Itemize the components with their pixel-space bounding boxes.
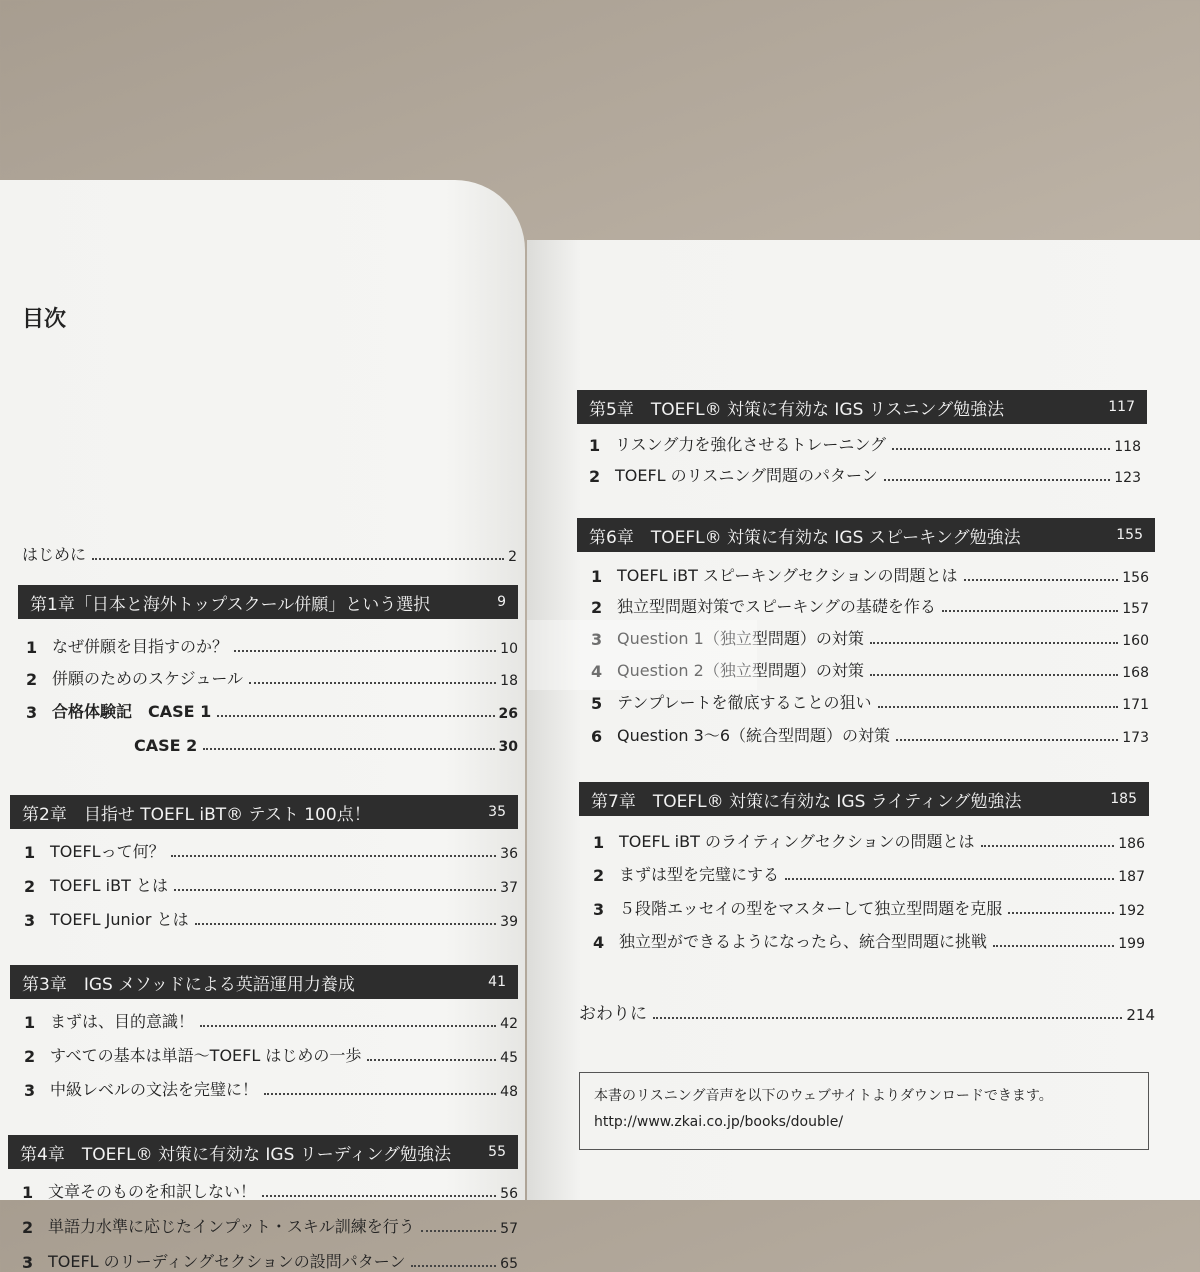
leader-dots [964, 579, 1119, 581]
light-reflection [527, 620, 757, 690]
item-label: 併願のためのスケジュール [52, 669, 244, 688]
item-page: 123 [1114, 470, 1141, 486]
item-page: 168 [1122, 665, 1149, 681]
left-page [0, 180, 525, 1272]
leader-dots [200, 1025, 496, 1027]
item-label: TOEFL iBT とは [50, 876, 168, 895]
chapter-label: 第4章 TOEFL® 対策に有効な IGS リーディング勉強法 [20, 1144, 452, 1165]
chapter-label: 第3章 IGS メソッドによる英語運用力養成 [22, 974, 355, 995]
toc-item [593, 897, 1145, 919]
item-number: 1 [589, 436, 601, 455]
leader-dots [884, 479, 1111, 481]
leader-dots [896, 739, 1118, 741]
item-page: 57 [500, 1221, 518, 1237]
item-page: 30 [498, 739, 518, 755]
leader-dots [653, 1017, 1122, 1019]
item-page: 56 [500, 1186, 518, 1202]
leader-dots [785, 878, 1114, 880]
item-page: 186 [1118, 836, 1145, 852]
item-page: 156 [1122, 570, 1149, 586]
leader-dots [92, 558, 504, 560]
item-number: 1 [22, 1183, 34, 1202]
item-number: 1 [24, 843, 36, 862]
item-number: 1 [26, 638, 38, 657]
item-page: 10 [500, 641, 518, 657]
item-label: TOEFL Junior とは [50, 910, 189, 929]
chapter-2-header [10, 795, 518, 829]
leader-dots [870, 674, 1118, 676]
toc-item [22, 1180, 518, 1202]
toc-item [593, 930, 1145, 952]
item-page: 36 [500, 846, 518, 862]
item-number: 3 [24, 911, 36, 930]
leader-dots [262, 1195, 496, 1197]
leader-dots [993, 945, 1114, 947]
item-label: リスング力を強化させるトレーニング [615, 435, 887, 454]
toc-item [24, 1078, 518, 1100]
item-page: 118 [1114, 439, 1141, 455]
item-page: 157 [1122, 601, 1149, 617]
item-page: 187 [1118, 869, 1145, 885]
leader-dots [411, 1265, 496, 1267]
item-number: 1 [24, 1013, 36, 1032]
item-page: 39 [500, 914, 518, 930]
item-label: 単語力水準に応じたインプット・スキル訓練を行う [48, 1217, 415, 1236]
item-label: TOEFL のリスニング問題のパターン [615, 466, 878, 485]
item-number: 1 [591, 567, 603, 586]
leader-dots [892, 448, 1110, 450]
chapter-page: 9 [497, 594, 506, 610]
toc-item [589, 464, 1141, 486]
toc-title: 目次 [22, 307, 67, 332]
toc-item [591, 595, 1149, 617]
item-page: 160 [1122, 633, 1149, 649]
leader-dots [203, 748, 494, 750]
leader-dots [171, 855, 497, 857]
chapter-3-header [10, 965, 518, 999]
item-number: 2 [24, 877, 36, 896]
leader-dots [264, 1093, 496, 1095]
toc-item [591, 724, 1149, 746]
chapter-6-header [577, 518, 1155, 552]
item-number: 2 [24, 1047, 36, 1066]
item-page: 45 [500, 1050, 518, 1066]
outro-page: 214 [1126, 1006, 1155, 1024]
toc-item [26, 700, 518, 722]
chapter-page: 117 [1108, 399, 1135, 415]
chapter-label: 第2章 目指せ TOEFL iBT® テスト 100点！ [22, 804, 371, 825]
item-page: 48 [500, 1084, 518, 1100]
item-number: 3 [591, 630, 603, 649]
item-number: 6 [591, 727, 603, 746]
item-number: 2 [22, 1218, 34, 1237]
item-page: 65 [500, 1256, 518, 1272]
chapter-7-header [579, 782, 1149, 816]
leader-dots [217, 715, 494, 717]
toc-item [22, 1250, 518, 1272]
item-label: 文章そのものを和訳しない！ [48, 1182, 257, 1201]
notice-url: http://www.zkai.co.jp/books/double/ [594, 1114, 844, 1130]
item-label: ５段階エッセイの型をマスターして独立型問題を克服 [619, 899, 1003, 918]
toc-item [591, 691, 1149, 713]
toc-item [24, 908, 518, 930]
leader-dots [249, 682, 496, 684]
item-label: 中級レベルの文法を完璧に！ [50, 1080, 259, 1099]
item-number: 2 [591, 598, 603, 617]
item-label: Question 2（独立型問題）の対策 [617, 661, 864, 680]
item-number: 4 [593, 933, 605, 952]
item-page: 171 [1122, 697, 1149, 713]
chapter-page: 41 [488, 974, 506, 990]
item-label: なぜ併願を目指すのか？ [52, 637, 229, 656]
notice-text: 本書のリスニング音声を以下のウェブサイトよりダウンロードできます。 [594, 1088, 1053, 1104]
item-number: 4 [591, 662, 603, 681]
item-number: 3 [22, 1253, 34, 1272]
toc-item [24, 1010, 518, 1032]
chapter-page: 35 [488, 804, 506, 820]
toc-item [24, 1044, 518, 1066]
leader-dots [870, 642, 1118, 644]
toc-intro-row [22, 543, 517, 565]
item-label: 独立型問題対策でスピーキングの基礎を作る [617, 597, 936, 616]
right-page [527, 240, 1200, 1200]
leader-dots [942, 610, 1118, 612]
chapter-label: 第1章「日本と海外トップスクール併願」という選択 [30, 594, 431, 615]
item-page: 37 [500, 880, 518, 896]
item-label: テンプレートを徹底することの狙い [617, 693, 872, 712]
chapter-1-header [18, 585, 518, 619]
toc-outro-row [579, 1002, 1155, 1024]
leader-dots [421, 1230, 496, 1232]
item-label: TOEFLって何？ [50, 842, 165, 861]
chapter-label: 第6章 TOEFL® 対策に有効な IGS スピーキング勉強法 [589, 527, 1021, 548]
chapter-page: 155 [1116, 527, 1143, 543]
item-page: 192 [1118, 903, 1145, 919]
item-label: TOEFL iBT スピーキングセクションの問題とは [617, 566, 958, 585]
intro-label: はじめに [22, 545, 87, 564]
toc-item [26, 635, 518, 657]
item-page: 26 [498, 706, 518, 722]
chapter-label: 第5章 TOEFL® 対策に有効な IGS リスニング勉強法 [589, 399, 1005, 420]
toc-item [26, 667, 518, 689]
item-label: まずは、目的意識！ [50, 1012, 195, 1031]
item-label: Question 1（独立型問題）の対策 [617, 629, 864, 648]
chapter-5-header [577, 390, 1147, 424]
chapter-label: 第7章 TOEFL® 対策に有効な IGS ライティング勉強法 [591, 791, 1022, 812]
item-label: 合格体験記 CASE 1 [52, 702, 212, 721]
leader-dots [1008, 912, 1114, 914]
item-label: Question 3～6（統合型問題）の対策 [617, 726, 891, 745]
item-number: 2 [26, 670, 38, 689]
item-number: 3 [26, 703, 38, 722]
toc-item [593, 830, 1145, 852]
item-number: 2 [589, 467, 601, 486]
item-label: すべての基本は単語～TOEFL はじめの一歩 [50, 1046, 362, 1065]
item-number: 3 [24, 1081, 36, 1100]
chapter-page: 185 [1110, 791, 1137, 807]
leader-dots [878, 706, 1119, 708]
outro-label: おわりに [579, 1004, 647, 1024]
item-page: 199 [1118, 936, 1145, 952]
toc-item [589, 433, 1141, 455]
chapter-page: 55 [488, 1144, 506, 1160]
intro-page: 2 [508, 549, 517, 565]
item-number: 5 [591, 694, 603, 713]
leader-dots [234, 650, 496, 652]
item-page: 18 [500, 673, 518, 689]
toc-item [24, 874, 518, 896]
leader-dots [981, 845, 1115, 847]
item-page: 173 [1122, 730, 1149, 746]
item-label: TOEFL iBT のライティングセクションの問題とは [619, 832, 975, 851]
toc-item [593, 863, 1145, 885]
toc-item [26, 733, 518, 755]
chapter-4-header [8, 1135, 518, 1169]
toc-item [24, 840, 518, 862]
item-number: 1 [593, 833, 605, 852]
item-number: 2 [593, 866, 605, 885]
toc-item [22, 1215, 518, 1237]
leader-dots [367, 1059, 496, 1061]
toc-item [591, 564, 1149, 586]
item-label: TOEFL のリーディングセクションの設問パターン [48, 1252, 406, 1271]
item-page: 42 [500, 1016, 518, 1032]
download-notice-box [579, 1072, 1149, 1150]
item-number: 3 [593, 900, 605, 919]
item-label: 独立型ができるようになったら、統合型問題に挑戦 [619, 932, 988, 951]
leader-dots [195, 923, 497, 925]
leader-dots [174, 889, 496, 891]
item-label: まずは型を完璧にする [619, 865, 780, 884]
item-label: CASE 2 [134, 736, 198, 755]
